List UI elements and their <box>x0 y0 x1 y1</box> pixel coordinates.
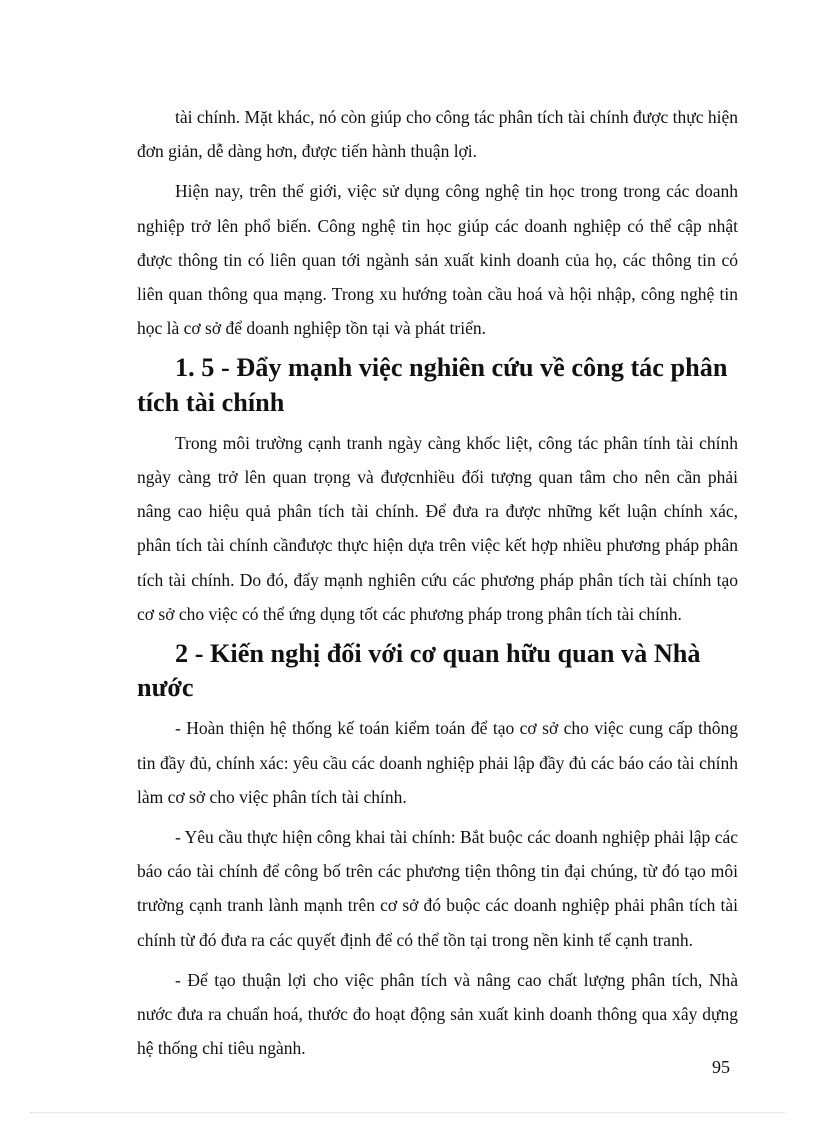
section-heading-1-5: 1. 5 - Đẩy mạnh việc nghiên cứu về công tác phân tích tài chính <box>137 353 728 417</box>
recommendation-financial-disclosure: - Yêu cầu thực hiện công khai tài chính: Bắt buộc các doanh nghiệp phải lập các báo cáo tài chính để công bố trên các phương tiện thông tin đại chúng, từ đó tạo môi trường cạnh tranh lành mạnh trên cơ sở đó buộc các doanh nghiệp phải phân tích tài chính từ đó đưa ra các quyết định để có thể tồn tại trong nền kinh tế cạnh tranh. <box>137 827 738 950</box>
page-bottom-divider <box>30 1112 786 1113</box>
page-body <box>137 100 738 1071</box>
recommendation-industry-standards: - Để tạo thuận lợi cho việc phân tích và nâng cao chất lượng phân tích, Nhà nước đưa ra chuẩn hoá, thước đo hoạt động sản xuất kinh doanh thông qua xây dựng hệ thống chỉ tiêu ngành. <box>137 969 738 1059</box>
page-number: 95 <box>712 1057 730 1077</box>
section-heading-2: 2 - Kiến nghị đối với cơ quan hữu quan và Nhà nước <box>137 639 701 703</box>
paragraph-research-promotion: Trong môi trường cạnh tranh ngày càng khốc liệt, công tác phân tính tài chính ngày càng trở lên quan trọng và đượcnhiều đối tượng quan tâm cho nên cần phải nâng cao hiệu quả phân tích tài chính. Để đưa ra được những kết luận chính xác, phân tích tài chính cầnđược thực hiện dựa trên việc kết hợp nhiều phương pháp phân tích tài chính. Do đó, đẩy mạnh nghiên cứu các phương pháp phân tích tài chính tạo cơ sở cho việc có thể ứng dụng tốt các phương pháp trong phân tích tài chính. <box>137 432 738 624</box>
recommendation-accounting-system: - Hoàn thiện hệ thống kế toán kiểm toán để tạo cơ sở cho việc cung cấp thông tin đầy đủ, chính xác: yêu cầu các doanh nghiệp phải lập đầy đủ các báo cáo tài chính làm cơ sở cho việc phân tích tài chính. <box>137 718 738 807</box>
paragraph-intro-continuation: tài chính. Mặt khác, nó còn giúp cho công tác phân tích tài chính được thực hiện đơn giản, dễ dàng hơn, được tiến hành thuận lợi. <box>137 107 738 162</box>
paragraph-it-adoption: Hiện nay, trên thế giới, việc sử dụng công nghệ tin học trong trong các doanh nghiệp trở lên phổ biến. Công nghệ tin học giúp các doanh nghiệp có thể cập nhật được thông tin có liên quan tới ngành sản xuất kinh doanh của họ, các thông tin có liên quan thông qua mạng. Trong xu hướng toàn cầu hoá và hội nhập, công nghệ tin học là cơ sở để doanh nghiệp tồn tại và phát triển. <box>137 181 738 339</box>
